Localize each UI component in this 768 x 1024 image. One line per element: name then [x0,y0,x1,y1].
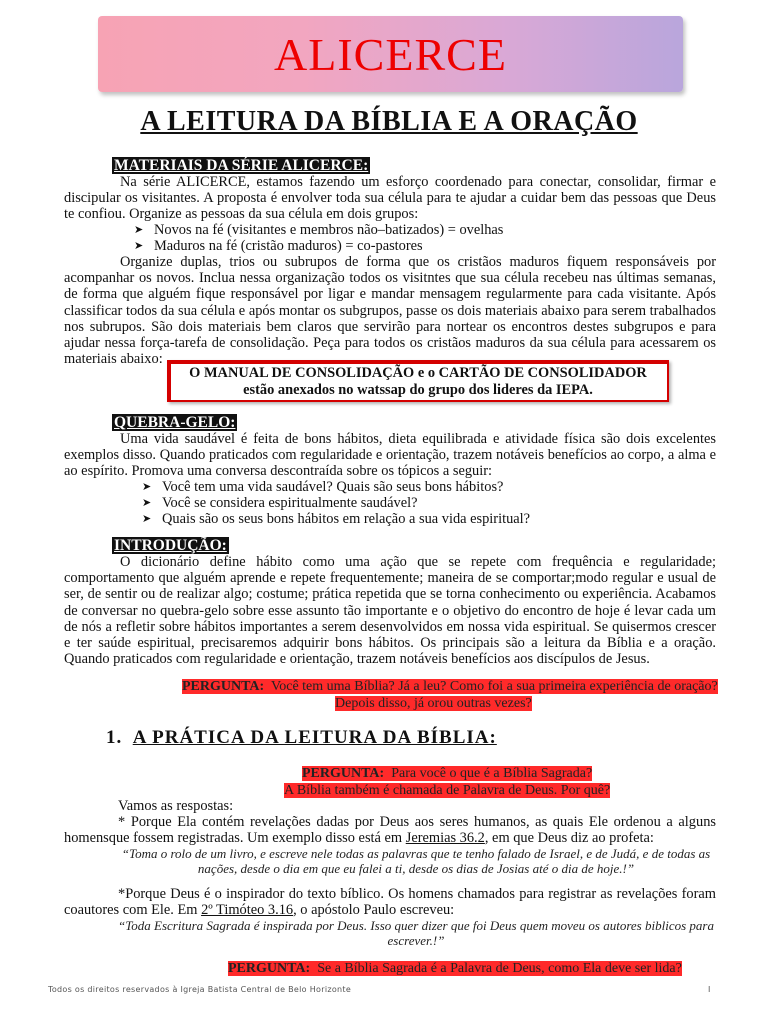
list-item: ➤ Novos na fé (visitantes e membros não–batizados) = ovelhas [134,222,503,238]
list-item: ➤ Maduros na fé (cristão maduros) = co-pastores [134,238,503,254]
section-heading-introducao: INTRODUÇÃO: [114,537,227,554]
materiais-paragraph-1: Na série ALICERCE, estamos fazendo um esforço coordenado para conectar, consolidar, firmar e discipular os visitantes. A proposta é envolver toda sua célula para te ajudar a cuidar bem das pessoas que Deus te confiou. Organize as pessoas da sua célula em dois grupos: [64,174,716,223]
question-label: PERGUNTA: [182,679,265,694]
notice-line-1: O MANUAL DE CONSOLIDAÇÃO e o CARTÃO DE CONSOLIDADOR [189,365,647,381]
question-reading: PERGUNTA: Se a Bíblia Sagrada é a Palavra de Deus, como Ela deve ser lida? [228,961,682,976]
footer-copyright: Todos os direitos reservados à Igreja Batista Central de Belo Horizonte [48,985,352,994]
quote-jeremias: “Toma o rolo de um livro, e escreve nele todas as palavras que te tenho falado de Israel, e de Judá, e de todas as nações, desde o dia em que eu falei a ti, desde os dias de Josias até o dia de hoje.!” [121,846,711,876]
list-item: ➤ Você se considera espiritualmente saudável? [142,495,530,511]
page-number: I [708,985,711,994]
quebra-gelo-list [142,479,530,528]
quote-timoteo: “Toda Escritura Sagrada é inspirada por Deus. Isso quer dizer que foi Deus quem moveu os autores biblicos para escrever.!” [118,918,714,948]
notice-box [167,360,669,402]
answer-2: *Porque Deus é o inspirador do texto bíblico. Os homens chamados para registrar as revelações foram coautores com Ele. Em 2º Timóteo 3.16, o apóstolo Paulo escreveu: [64,886,716,919]
answers-intro: Vamos as respostas: [118,798,234,814]
question-intro-line-2: Depois disso, já orou outras vezes? [335,696,532,711]
section-heading-quebra-gelo: QUEBRA-GELO: [114,414,236,431]
introducao-paragraph: O dicionário define hábito como uma ação que se repete com frequência e regularidade; comportamento que alguém aprende e repete frequentemente; maneira de se comportar;modo regular e usual de ser, de sentir ou de realizar algo; costume; prática repetida que se torna conhecimento ou experiência. Acabamos de conversar no quebra-gelo sobre esse assunto tão importante e o objetivo do encontro de hoje é levar cada um de nós a refletir sobre hábitos importantes a serem desenvolvidos em nossa vida espiritual. Se quisermos crescer e ter saúde espiritual, precisaremos adquirir bons hábitos. Os principais são a leitura da Bíblia e a oração. Quando praticados com regularidade e orientação, trazem notáveis benefícios aos discípulos de Jesus. [64,554,716,668]
question-bible-line-2: A Bíblia também é chamada de Palavra de Deus. Por quê? [284,783,611,798]
question-intro-line-1: PERGUNTA: Você tem uma Bíblia? Já a leu? Como foi a sua primeira experiência de oração? [182,679,718,694]
section-1-heading: 1. A PRÁTICA DA LEITURA DA BÍBLIA: [106,727,497,748]
materiais-paragraph-2: Organize duplas, trios ou subrupos de forma que os cristãos maduros fiquem responsáveis por acompanhar os novos. Inclua nessa organização todos os visitntes que sua célula recebeu nas últimas semanas, de forma que alguém fique responsável por ligar e mandar mensagem regularmente para cada visitante. Após classificar todos da sua célula e após montar os subgrupos, passe os dois materiais abaixo para serem trabalhados nos subrupos. São dois materiais bem claros que servirão para nortear os encontros destes subgrupos e para ajudar nessa força-tarefa de consolidação. Peça para todos os cristãos maduros da sua célula para acessarem os materiais abaixo: [64,254,716,368]
title-banner [98,16,683,92]
notice-line-2: estão anexados no watssap do grupo dos lideres da IEPA. [243,382,593,398]
page-title: A LEITURA DA BÍBLIA E A ORAÇÃO [140,106,638,137]
answer-1: * Porque Ela contém revelações dadas por Deus aos seres humanos, as quais Ele ordenou a alguns homensque fossem registradas. Um exemplo disso está em Jeremias 36.2, em que Deus diz ao profeta: [64,814,716,847]
list-item: ➤ Quais são os seus bons hábitos em relação a sua vida espiritual? [142,511,530,527]
materiais-list [134,222,503,254]
question-bible-line-1: PERGUNTA: Para você o que é a Bíblia Sagrada? [302,766,593,781]
quebra-gelo-paragraph: Uma vida saudável é feita de bons hábitos, dieta equilibrada e atividade física são dois excelentes exemplos disso. Quando praticados com regularidade e orientação, trazem notáveis benefícios ao corpo, a alma e ao espírito. Promova uma conversa descontraída sobre os tópicos a seguir: [64,431,716,480]
banner-title: ALICERCE [274,28,507,80]
section-heading-materiais: MATERIAIS DA SÉRIE ALICERCE: [114,157,369,174]
list-item: ➤ Você tem uma vida saudável? Quais são seus bons hábitos? [142,479,530,495]
